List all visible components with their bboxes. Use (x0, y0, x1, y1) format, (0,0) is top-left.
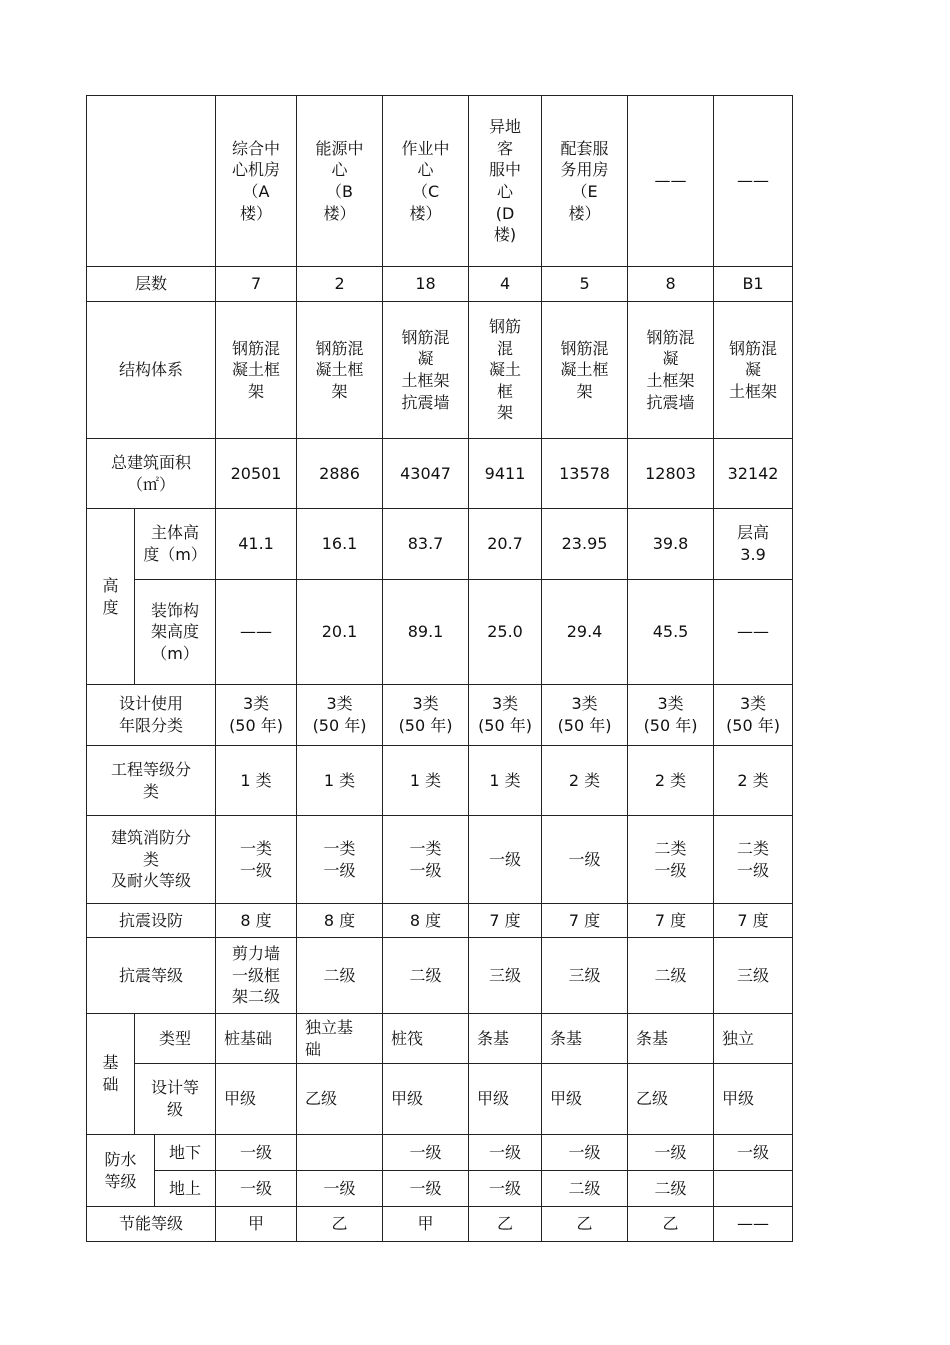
table-cell: 独立基 础 (297, 1014, 383, 1064)
table-cell: —— (216, 580, 297, 685)
table-cell: 钢筋 混 凝土 框 架 (469, 302, 542, 439)
row-label: 地上 (155, 1171, 216, 1207)
table-cell: 桩筏 (383, 1014, 469, 1064)
table-cell: 25.0 (469, 580, 542, 685)
row-label: 装饰构 架高度 （m） (135, 580, 216, 685)
row-label: 地下 (155, 1135, 216, 1171)
table-cell: 钢筋混 凝土框 架 (297, 302, 383, 439)
table-cell: 13578 (542, 439, 628, 509)
building-name: 异地 客 服中 心 (D 楼) (469, 96, 542, 267)
table-cell: 45.5 (628, 580, 714, 685)
table-cell: 1 类 (383, 746, 469, 816)
table-cell: 8 度 (383, 904, 469, 938)
table-cell: 一类 一级 (297, 816, 383, 904)
table-cell: 甲 (216, 1207, 297, 1242)
corner-cell (87, 96, 216, 267)
foundation-type-row (87, 1014, 793, 1064)
table-cell: 3类 (50 年) (216, 685, 297, 746)
design-life-row (87, 685, 793, 746)
table-cell: 7 度 (542, 904, 628, 938)
waterproof-underground-row (87, 1135, 793, 1171)
table-cell: 一级 (469, 816, 542, 904)
table-cell: 3类 (50 年) (714, 685, 793, 746)
table-cell: 4 (469, 267, 542, 302)
table-cell: 3类 (50 年) (542, 685, 628, 746)
table-cell: 7 (216, 267, 297, 302)
row-group-label: 高 度 (87, 509, 135, 685)
table-cell: 8 度 (216, 904, 297, 938)
table-cell: 二级 (628, 1171, 714, 1207)
table-cell: 2886 (297, 439, 383, 509)
table-cell: 1 类 (297, 746, 383, 816)
table-cell: 29.4 (542, 580, 628, 685)
table-cell: 43047 (383, 439, 469, 509)
table-cell: 8 度 (297, 904, 383, 938)
table-cell: 一级 (628, 1135, 714, 1171)
table-cell: 20.7 (469, 509, 542, 580)
table-cell: 剪力墙 一级框 架二级 (216, 938, 297, 1014)
table-cell: 1 类 (469, 746, 542, 816)
table-cell: 8 (628, 267, 714, 302)
table-cell: 三级 (542, 938, 628, 1014)
table-cell: 1 类 (216, 746, 297, 816)
table-cell: 一级 (383, 1135, 469, 1171)
table-cell: 乙级 (628, 1064, 714, 1135)
table-cell: 7 度 (714, 904, 793, 938)
building-name: —— (714, 96, 793, 267)
row-group-label: 基 础 (87, 1014, 135, 1135)
table-cell: —— (714, 1207, 793, 1242)
table-cell: 32142 (714, 439, 793, 509)
table-cell: 7 度 (469, 904, 542, 938)
table-cell: 一级 (469, 1135, 542, 1171)
project-grade-row (87, 746, 793, 816)
table-cell: 一级 (297, 1171, 383, 1207)
table-cell: 3类 (50 年) (628, 685, 714, 746)
table-cell: 一级 (383, 1171, 469, 1207)
area-row (87, 439, 793, 509)
table-cell: 甲 (383, 1207, 469, 1242)
table-cell: 钢筋混 凝 土框架 抗震墙 (383, 302, 469, 439)
row-label: 工程等级分 类 (87, 746, 216, 816)
table-cell: 三级 (469, 938, 542, 1014)
table-cell: 甲级 (216, 1064, 297, 1135)
building-name: —— (628, 96, 714, 267)
table-cell: 二类 一级 (714, 816, 793, 904)
table-cell: 一类 一级 (216, 816, 297, 904)
building-name: 作业中 心 （C 楼） (383, 96, 469, 267)
table-cell: 二级 (628, 938, 714, 1014)
table-cell: 一类 一级 (383, 816, 469, 904)
table-cell: 钢筋混 凝土框 架 (542, 302, 628, 439)
table-cell: 条基 (542, 1014, 628, 1064)
row-label: 结构体系 (87, 302, 216, 439)
table-cell: 20501 (216, 439, 297, 509)
table-cell: 一级 (542, 816, 628, 904)
foundation-grade-row (87, 1064, 793, 1135)
table-cell (297, 1135, 383, 1171)
building-name: 综合中 心机房 （A 楼） (216, 96, 297, 267)
building-name: 配套服 务用房 （E 楼） (542, 96, 628, 267)
row-label: 设计等 级 (135, 1064, 216, 1135)
table-cell: 二类 一级 (628, 816, 714, 904)
table-cell (714, 1171, 793, 1207)
deco-height-row (87, 580, 793, 685)
table-cell: 一级 (542, 1135, 628, 1171)
table-cell: 二级 (297, 938, 383, 1014)
table-cell: 一级 (216, 1135, 297, 1171)
table-cell: 3类 (50 年) (383, 685, 469, 746)
table-cell: 7 度 (628, 904, 714, 938)
table-cell: 乙级 (297, 1064, 383, 1135)
table-cell: 20.1 (297, 580, 383, 685)
table-cell: 甲级 (383, 1064, 469, 1135)
table-cell: 16.1 (297, 509, 383, 580)
table-cell: 二级 (542, 1171, 628, 1207)
seismic-fortification-row (87, 904, 793, 938)
table-cell: 3类 (50 年) (297, 685, 383, 746)
table-cell: 甲级 (469, 1064, 542, 1135)
row-label: 类型 (135, 1014, 216, 1064)
table-cell: 乙 (469, 1207, 542, 1242)
row-label: 设计使用 年限分类 (87, 685, 216, 746)
table-cell: 乙 (542, 1207, 628, 1242)
row-label: 抗震等级 (87, 938, 216, 1014)
table-cell: 钢筋混 凝 土框架 (714, 302, 793, 439)
floors-row (87, 267, 793, 302)
table-cell: 乙 (297, 1207, 383, 1242)
table-cell: 二级 (383, 938, 469, 1014)
fire-row (87, 816, 793, 904)
table-cell: 乙 (628, 1207, 714, 1242)
table-cell: 独立 (714, 1014, 793, 1064)
table-cell: 3类 (50 年) (469, 685, 542, 746)
table-cell: 83.7 (383, 509, 469, 580)
table-cell: 甲级 (542, 1064, 628, 1135)
table-cell: 一级 (469, 1171, 542, 1207)
table-cell: 钢筋混 凝土框 架 (216, 302, 297, 439)
table-cell: 9411 (469, 439, 542, 509)
table-cell: 条基 (628, 1014, 714, 1064)
table-cell: —— (714, 580, 793, 685)
table-cell: 5 (542, 267, 628, 302)
table-cell: 一级 (216, 1171, 297, 1207)
structure-row (87, 302, 793, 439)
main-height-row (87, 509, 793, 580)
row-label: 层数 (87, 267, 216, 302)
header-row (87, 96, 793, 267)
table-cell: 层高 3.9 (714, 509, 793, 580)
table-cell: 12803 (628, 439, 714, 509)
table-cell: 条基 (469, 1014, 542, 1064)
table-cell: 三级 (714, 938, 793, 1014)
row-label: 建筑消防分 类 及耐火等级 (87, 816, 216, 904)
seismic-grade-row (87, 938, 793, 1014)
table-cell: B1 (714, 267, 793, 302)
table-cell: 41.1 (216, 509, 297, 580)
row-label: 总建筑面积 （㎡） (87, 439, 216, 509)
table-cell: 39.8 (628, 509, 714, 580)
table-cell: 89.1 (383, 580, 469, 685)
row-group-label: 防水 等级 (87, 1135, 155, 1207)
row-label: 节能等级 (87, 1207, 216, 1242)
table-cell: 18 (383, 267, 469, 302)
row-label: 抗震设防 (87, 904, 216, 938)
table-cell: 一级 (714, 1135, 793, 1171)
building-name: 能源中 心 （B 楼） (297, 96, 383, 267)
energy-row (87, 1207, 793, 1242)
table-cell: 2 类 (542, 746, 628, 816)
table-cell: 23.95 (542, 509, 628, 580)
building-parameters-table (86, 95, 793, 1242)
table-cell: 2 (297, 267, 383, 302)
table-cell: 钢筋混 凝 土框架 抗震墙 (628, 302, 714, 439)
table-cell: 甲级 (714, 1064, 793, 1135)
table-cell: 桩基础 (216, 1014, 297, 1064)
waterproof-above-row (87, 1171, 793, 1207)
table-cell: 2 类 (628, 746, 714, 816)
table-cell: 2 类 (714, 746, 793, 816)
row-label: 主体高 度（m） (135, 509, 216, 580)
